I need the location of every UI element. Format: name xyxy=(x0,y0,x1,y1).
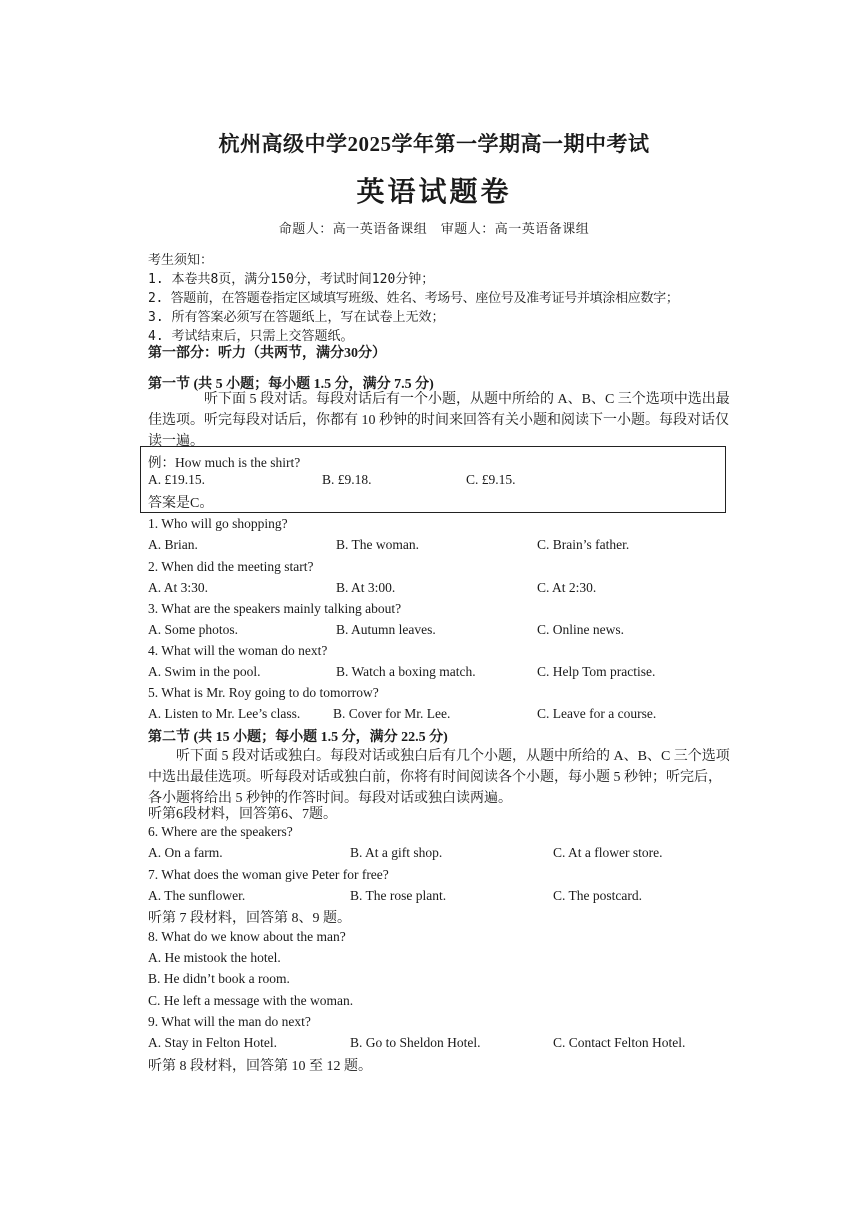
q7-option-a: A. The sunflower. xyxy=(148,888,246,903)
q9-option-c: C. Contact Felton Hotel. xyxy=(553,1035,686,1050)
q2-option-c: C. At 2:30. xyxy=(537,580,597,595)
question-9: 9. What will the man do next? xyxy=(148,1014,311,1029)
q9-option-b: B. Go to Sheldon Hotel. xyxy=(350,1035,481,1050)
q1-option-b: B. The woman. xyxy=(336,537,419,552)
q2-option-b: B. At 3:00. xyxy=(336,580,396,595)
material-6-instruction: 听第6段材料，回答第6、7题。 xyxy=(148,807,337,822)
q1-option-a: A. Brian. xyxy=(148,537,198,552)
material-8-instruction: 听第 8 段材料，回答第 10 至 12 题。 xyxy=(148,1059,372,1074)
section2-title: 第二节 (共 15 小题；每小题 1.5 分，满分 22.5 分) xyxy=(148,730,448,745)
notice-item-2: 2. 答题前，在答题卷指定区域填写班级、姓名、考场号、座位号及准考证号并填涂相应数字； xyxy=(148,291,679,306)
q5-option-a: A. Listen to Mr. Lee’s class. xyxy=(148,706,301,721)
question-2: 2. When did the meeting start? xyxy=(148,559,314,574)
q3-option-c: C. Online news. xyxy=(537,622,624,637)
example-option-a: A. £19.15. xyxy=(148,472,205,487)
q4-option-c: C. Help Tom practise. xyxy=(537,664,656,679)
q8-option-a: A. He mistook the hotel. xyxy=(148,950,281,965)
section2-instructions: 听下面 5 段对话或独白。每段对话或独白后有几个小题，从题中所给的 A、B、C 三个选项中选出最佳选项。听每段对话或独白前，你将有时间阅读各个小题，每小题 5 秒钟；听完后，各小题将给出 5 秒钟的作答时间。每段对话或独白读两遍。 xyxy=(148,749,730,806)
school-exam-title: 杭州高级中学2025学年第一学期高一期中考试 xyxy=(218,132,650,156)
notice-item-3: 3. 所有答案必须写在答题纸上，写在试卷上无效； xyxy=(148,310,445,325)
question-7: 7. What does the woman give Peter for free? xyxy=(148,867,389,882)
q5-option-b: B. Cover for Mr. Lee. xyxy=(333,706,451,721)
example-answer: 答案是C。 xyxy=(148,496,214,511)
question-4: 4. What will the woman do next? xyxy=(148,643,328,658)
example-option-b: B. £9.18. xyxy=(322,472,372,487)
question-1: 1. Who will go shopping? xyxy=(148,516,288,531)
question-6: 6. Where are the speakers? xyxy=(148,824,293,839)
q6-option-a: A. On a farm. xyxy=(148,845,223,860)
q6-option-b: B. At a gift shop. xyxy=(350,845,443,860)
q5-option-c: C. Leave for a course. xyxy=(537,706,657,721)
notice-heading: 考生须知： xyxy=(148,253,214,268)
q6-option-c: C. At a flower store. xyxy=(553,845,663,860)
question-8: 8. What do we know about the man? xyxy=(148,929,346,944)
q7-option-c: C. The postcard. xyxy=(553,888,642,903)
q1-option-c: C. Brain’s father. xyxy=(537,537,630,552)
subject-title: 英语试题卷 xyxy=(356,177,512,208)
q3-option-a: A. Some photos. xyxy=(148,622,239,637)
part1-title: 第一部分：听力（共两节，满分30分） xyxy=(148,346,386,361)
section1-instructions: 听下面 5 段对话。每段对话后有一个小题，从题中所给的 A、B、C 三个选项中选出最佳选项。听完每段对话后，你都有 10 秒钟的时间来回答有关小题和阅读下一小题。每段对话仅读一遍。 xyxy=(148,392,730,449)
q2-option-a: A. At 3:30. xyxy=(148,580,209,595)
section1-title: 第一节 (共 5 小题；每小题 1.5 分，满分 7.5 分) xyxy=(148,377,434,392)
q8-option-c: C. He left a message with the woman. xyxy=(148,993,354,1008)
example-question: 例：How much is the shirt? xyxy=(148,455,301,470)
question-3: 3. What are the speakers mainly talking about? xyxy=(148,601,402,616)
question-5: 5. What is Mr. Roy going to do tomorrow? xyxy=(148,685,379,700)
q3-option-b: B. Autumn leaves. xyxy=(336,622,436,637)
q7-option-b: B. The rose plant. xyxy=(350,888,447,903)
q8-option-b: B. He didn’t book a room. xyxy=(148,971,290,986)
q9-option-a: A. Stay in Felton Hotel. xyxy=(148,1035,277,1050)
q4-option-a: A. Swim in the pool. xyxy=(148,664,261,679)
example-option-c: C. £9.15. xyxy=(466,472,516,487)
notice-item-4: 4. 考试结束后，只需上交答题纸。 xyxy=(148,329,354,344)
notice-item-1: 1. 本卷共8页，满分150分，考试时间120分钟； xyxy=(148,272,435,287)
material-7-instruction: 听第 7 段材料，回答第 8、9 题。 xyxy=(148,911,351,926)
q4-option-b: B. Watch a boxing match. xyxy=(336,664,476,679)
authors-line: 命题人：高一英语备课组 审题人：高一英语备课组 xyxy=(278,222,590,237)
